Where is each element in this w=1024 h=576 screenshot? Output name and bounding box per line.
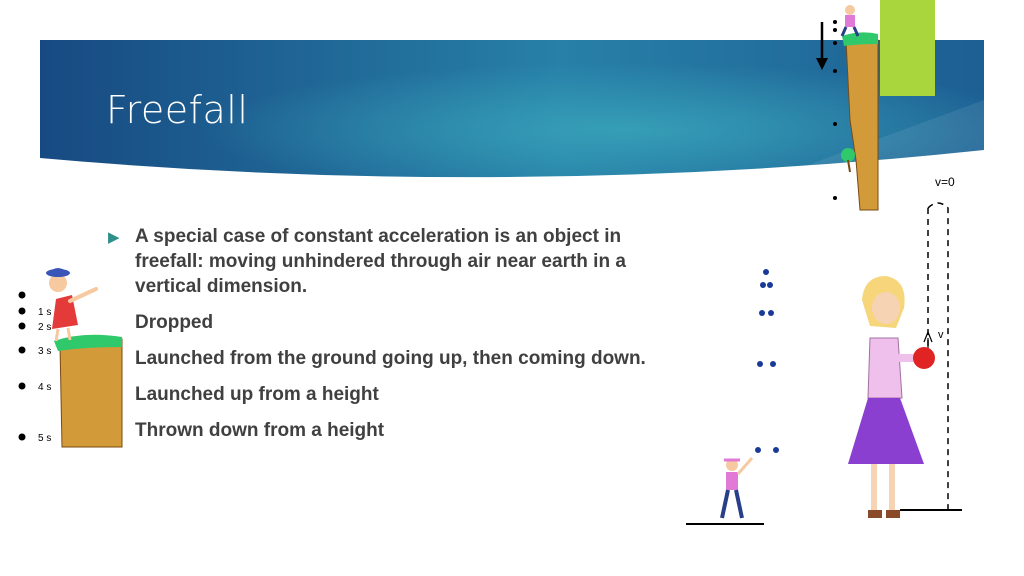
kid-figure xyxy=(722,458,752,518)
girl-figure xyxy=(46,268,96,341)
time-label: 2 s xyxy=(38,322,52,333)
time-label: 3 s xyxy=(38,346,52,357)
bullet-text: Dropped xyxy=(135,312,214,333)
bullet-main xyxy=(108,224,688,299)
falling-dots xyxy=(833,20,837,200)
kid-throw-up-figure xyxy=(684,260,794,530)
velocity-zero-label: v=0 xyxy=(935,175,955,189)
bullet-list xyxy=(108,224,688,454)
time-dot xyxy=(19,383,26,390)
grass xyxy=(842,32,878,46)
woman-ball-figure xyxy=(840,168,970,530)
time-dot xyxy=(19,434,26,441)
bullet-launched-height xyxy=(108,382,688,407)
ball-trajectory xyxy=(755,269,779,453)
bullet-text: Launched from the ground going up, then coming down. xyxy=(135,348,646,369)
time-label: 5 s xyxy=(38,433,52,444)
bullet-text: Launched up from a height xyxy=(135,384,379,405)
cliff xyxy=(60,339,122,447)
slide-title: Freefall xyxy=(106,88,249,132)
up-arrow-icon xyxy=(924,329,944,350)
time-dot xyxy=(19,347,26,354)
bullet-text: Thrown down from a height xyxy=(135,420,385,441)
bullet-arrow-icon: ▶ xyxy=(108,229,120,246)
time-label: 4 s xyxy=(38,382,52,393)
time-markers xyxy=(19,292,52,445)
accent-block xyxy=(880,0,935,96)
time-label: 1 s xyxy=(38,307,52,318)
bullet-dropped xyxy=(108,310,688,335)
red-ball xyxy=(913,347,935,369)
left-cliff-figure xyxy=(14,255,124,450)
down-arrow-icon xyxy=(816,22,828,70)
time-dot xyxy=(19,323,26,330)
bullet-thrown-down xyxy=(108,418,688,443)
bullet-launched-ground xyxy=(108,346,688,371)
time-dot xyxy=(19,292,26,299)
bullet-text: A special case of constant acceleration is an object in freefall: moving unhindered through air near earth in a vertical dimension. xyxy=(135,226,626,297)
woman xyxy=(848,276,924,518)
boy-figure xyxy=(842,5,858,36)
time-dot xyxy=(19,308,26,315)
velocity-arrow-label: v xyxy=(938,329,944,341)
